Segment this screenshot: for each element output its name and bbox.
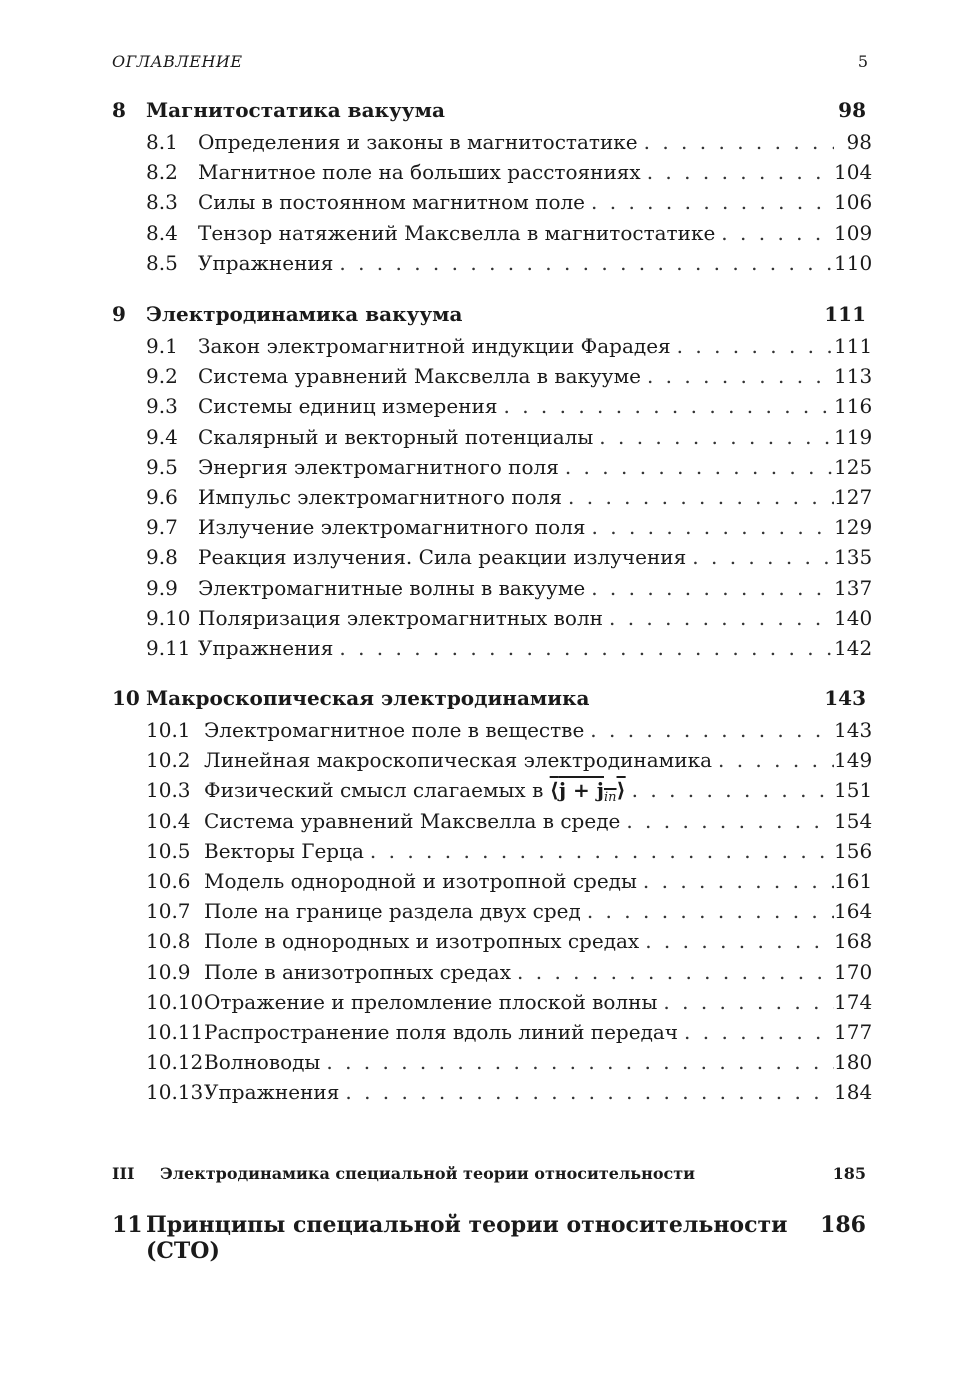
leader-dots: [677, 334, 834, 358]
section-page: 156: [834, 838, 873, 863]
section-title: Поляризация электромагнитных волн: [198, 605, 603, 630]
section-title: Силы в постоянном магнитном поле: [198, 190, 586, 215]
section-title: Система уравнений Максвелла в вакууме: [198, 364, 641, 389]
section-number: 10.1: [146, 718, 191, 742]
section-title: Упражнения: [198, 635, 334, 660]
section-page: 110: [834, 250, 873, 275]
toc-part-3[interactable]: [112, 1164, 872, 1183]
chapter-heading[interactable]: [112, 98, 872, 130]
section-page: 106: [834, 190, 873, 215]
chapter-number: 9: [112, 302, 126, 326]
toc-entry[interactable]: [112, 839, 872, 869]
section-number: 9.6: [146, 484, 178, 509]
chapter-number: 8: [112, 98, 126, 122]
section-page: 161: [834, 868, 873, 893]
section-page: 177: [834, 1019, 873, 1044]
running-header: [112, 52, 868, 78]
section-page: 98: [846, 130, 872, 154]
section-title: Система уравнений Максвелла в среде: [204, 808, 621, 833]
leader-dots: [643, 869, 834, 893]
leader-dots: [591, 190, 834, 214]
part-number: III: [112, 1164, 135, 1183]
chapter-title: Электродинамика вакуума: [146, 302, 463, 326]
toc-entry[interactable]: [112, 576, 872, 606]
toc-entry[interactable]: [112, 748, 872, 778]
section-title-with-math: [204, 778, 632, 805]
toc-entry[interactable]: [112, 425, 872, 455]
chapter-number: 10: [112, 686, 140, 710]
toc-entry[interactable]: [112, 606, 872, 636]
section-number: 10.10: [146, 989, 204, 1014]
leader-dots: [647, 364, 834, 388]
section-page: 113: [834, 364, 873, 389]
toc-entry[interactable]: [112, 960, 872, 990]
leader-dots: [591, 576, 834, 600]
section-page: 119: [834, 424, 873, 449]
leader-dots: [644, 130, 834, 154]
section-title: Определения и законы в магнитостатике: [198, 130, 638, 154]
section-page: 184: [834, 1080, 873, 1105]
leader-dots: [503, 394, 834, 418]
leader-dots: [517, 960, 834, 984]
leader-dots: [718, 748, 834, 772]
page-number: 5: [857, 52, 868, 71]
section-number: 10.3: [146, 778, 191, 803]
leader-dots: [609, 606, 834, 630]
section-number: 10.6: [146, 868, 191, 893]
section-number: 8.2: [146, 160, 178, 185]
section-number: 9.5: [146, 454, 178, 479]
section-page: 143: [834, 718, 873, 742]
section-number: 9.1: [146, 334, 178, 358]
section-title: Поле в анизотропных средах: [204, 959, 512, 984]
section-title: Отражение и преломление плоской волны: [204, 989, 658, 1014]
toc-entry[interactable]: [112, 1080, 872, 1110]
leader-dots: [599, 425, 834, 449]
toc-chapter-11[interactable]: [112, 1212, 872, 1264]
leader-dots: [339, 636, 834, 660]
leader-dots: [684, 1020, 834, 1044]
chapter-heading[interactable]: [112, 686, 872, 718]
toc-entry[interactable]: [112, 455, 872, 485]
leader-dots: [692, 545, 834, 569]
toc-entry[interactable]: [112, 990, 872, 1020]
section-number: 9.3: [146, 394, 178, 419]
section-number: 8.5: [146, 250, 178, 275]
section-title: Импульс электромагнитного поля: [198, 484, 563, 509]
leader-dots: [587, 899, 834, 923]
math-body: j + j: [558, 778, 604, 803]
section-title: Поле в однородных и изотропных средах: [204, 929, 640, 954]
section-title: Закон электромагнитной индукции Фарадея: [198, 334, 671, 358]
section-page: 164: [834, 899, 873, 924]
section-page: 149: [834, 748, 873, 773]
toc-entry[interactable]: [112, 809, 872, 839]
section-number: 8.1: [146, 130, 178, 154]
section-number: 10.4: [146, 808, 191, 833]
toc-entry[interactable]: [112, 636, 872, 666]
toc-entry[interactable]: [112, 190, 872, 220]
math-expression: ⟨j + $j_{in}⟩$: [549, 778, 626, 806]
running-header-title: ОГЛАВЛЕНИЕ: [112, 52, 243, 71]
toc-entry[interactable]: [112, 1020, 872, 1050]
toc-entry[interactable]: [112, 334, 872, 364]
leader-dots: [339, 251, 834, 275]
section-number: 9.2: [146, 364, 178, 389]
section-page: 104: [834, 160, 873, 185]
leader-dots: [590, 718, 834, 742]
section-page: 109: [834, 220, 873, 245]
section-number: 10.2: [146, 748, 191, 773]
section-title: Излучение электромагнитного поля: [198, 515, 586, 540]
section-number: 9.10: [146, 605, 191, 630]
toc-entry[interactable]: [112, 485, 872, 515]
section-page: 140: [834, 605, 873, 630]
section-number: 9.11: [146, 635, 191, 660]
section-page: 127: [834, 484, 873, 509]
toc-entry[interactable]: [112, 251, 872, 281]
section-number: 10.9: [146, 959, 191, 984]
section-page: 142: [834, 635, 873, 660]
leader-dots: [345, 1080, 834, 1104]
section-page: 151: [834, 778, 873, 803]
toc-entry[interactable]: [112, 1050, 872, 1080]
section-title: Упражнения: [204, 1080, 340, 1105]
section-title: Векторы Герца: [204, 838, 364, 863]
toc-entry[interactable]: [112, 364, 872, 394]
section-page: 129: [834, 515, 873, 540]
leader-dots: [626, 809, 834, 833]
toc-entry[interactable]: [112, 545, 872, 575]
leader-dots: [592, 515, 834, 539]
section-number: 10.7: [146, 899, 191, 924]
leader-dots: [645, 929, 834, 953]
section-page: 111: [834, 334, 873, 358]
section-number: 9.8: [146, 545, 178, 570]
section-title: Магнитное поле на больших расстояниях: [198, 160, 641, 185]
toc-entry[interactable]: [112, 221, 872, 251]
section-number: 8.4: [146, 220, 178, 245]
section-title: Электромагнитное поле в веществе: [204, 718, 585, 742]
section-page: 174: [834, 989, 873, 1014]
section-number: 9.7: [146, 515, 178, 540]
toc-entry[interactable]: [112, 394, 872, 424]
section-title: Модель однородной и изотропной среды: [204, 868, 637, 893]
toc-entry[interactable]: [112, 718, 872, 748]
section-title: Скалярный и векторный потенциалы: [198, 424, 594, 449]
section-number: 9.9: [146, 575, 178, 600]
toc-entry[interactable]: [112, 778, 872, 808]
leader-dots: [632, 778, 834, 802]
chapter-title: Принципы специальной теории относительности (СТО): [146, 1212, 788, 1264]
chapter-page: 111: [824, 302, 866, 326]
math-subscript: in: [603, 790, 617, 806]
leader-dots: [568, 485, 834, 509]
section-page: 135: [834, 545, 873, 570]
section-title: Системы единиц измерения: [198, 394, 498, 419]
toc-chapter-9: [112, 302, 872, 666]
toc-entry[interactable]: [112, 160, 872, 190]
section-title: Упражнения: [198, 250, 334, 275]
section-page: 116: [834, 394, 873, 419]
section-title: Реакция излучения. Сила реакции излучения: [198, 545, 687, 570]
chapter-title: Магнитостатика вакуума: [146, 98, 445, 122]
chapter-page: 143: [824, 686, 866, 710]
chapter-page: 186: [820, 1212, 866, 1238]
section-number: 8.3: [146, 190, 178, 215]
part-title: Электродинамика специальной теории относительности: [160, 1164, 696, 1183]
leader-dots: [565, 455, 834, 479]
chapter-page: 98: [838, 98, 866, 122]
section-number: 10.13: [146, 1080, 204, 1105]
section-title: Распространение поля вдоль линий передач: [204, 1019, 679, 1044]
section-title: Физический смысл слагаемых в: [204, 778, 544, 803]
toc-chapter-10: [112, 686, 872, 1110]
leader-dots: [721, 221, 834, 245]
section-title: Поле на границе раздела двух сред: [204, 899, 581, 924]
section-number: 10.8: [146, 929, 191, 954]
leader-dots: [647, 160, 834, 184]
section-number: 10.12: [146, 1050, 204, 1075]
section-page: 180: [834, 1050, 873, 1075]
chapter-heading[interactable]: [112, 302, 872, 334]
toc-entry[interactable]: [112, 929, 872, 959]
section-number: 9.4: [146, 424, 178, 449]
chapter-title: Макроскопическая электродинамика: [146, 686, 590, 710]
leader-dots: [370, 839, 834, 863]
section-page: 154: [834, 808, 873, 833]
section-title: Энергия электромагнитного поля: [198, 454, 559, 479]
leader-dots: [326, 1050, 834, 1074]
section-number: 10.5: [146, 838, 191, 863]
section-title: Линейная макроскопическая электродинамика: [204, 748, 712, 773]
chapter-number: 11: [112, 1212, 143, 1238]
part-page: 185: [832, 1164, 866, 1183]
section-title: Волноводы: [204, 1050, 321, 1075]
section-title: Тензор натяжений Максвелла в магнитостатике: [198, 220, 716, 245]
section-page: 168: [834, 929, 873, 954]
section-page: 137: [834, 575, 873, 600]
toc-entry[interactable]: [112, 515, 872, 545]
section-page: 125: [834, 454, 873, 479]
section-number: 10.11: [146, 1019, 204, 1044]
leader-dots: [663, 990, 834, 1014]
section-page: 170: [834, 959, 873, 984]
toc-entry[interactable]: [112, 869, 872, 899]
toc-chapter-8: [112, 98, 872, 281]
toc-entry[interactable]: [112, 899, 872, 929]
toc-entry[interactable]: [112, 130, 872, 160]
section-title: Электромагнитные волны в вакууме: [198, 575, 586, 600]
